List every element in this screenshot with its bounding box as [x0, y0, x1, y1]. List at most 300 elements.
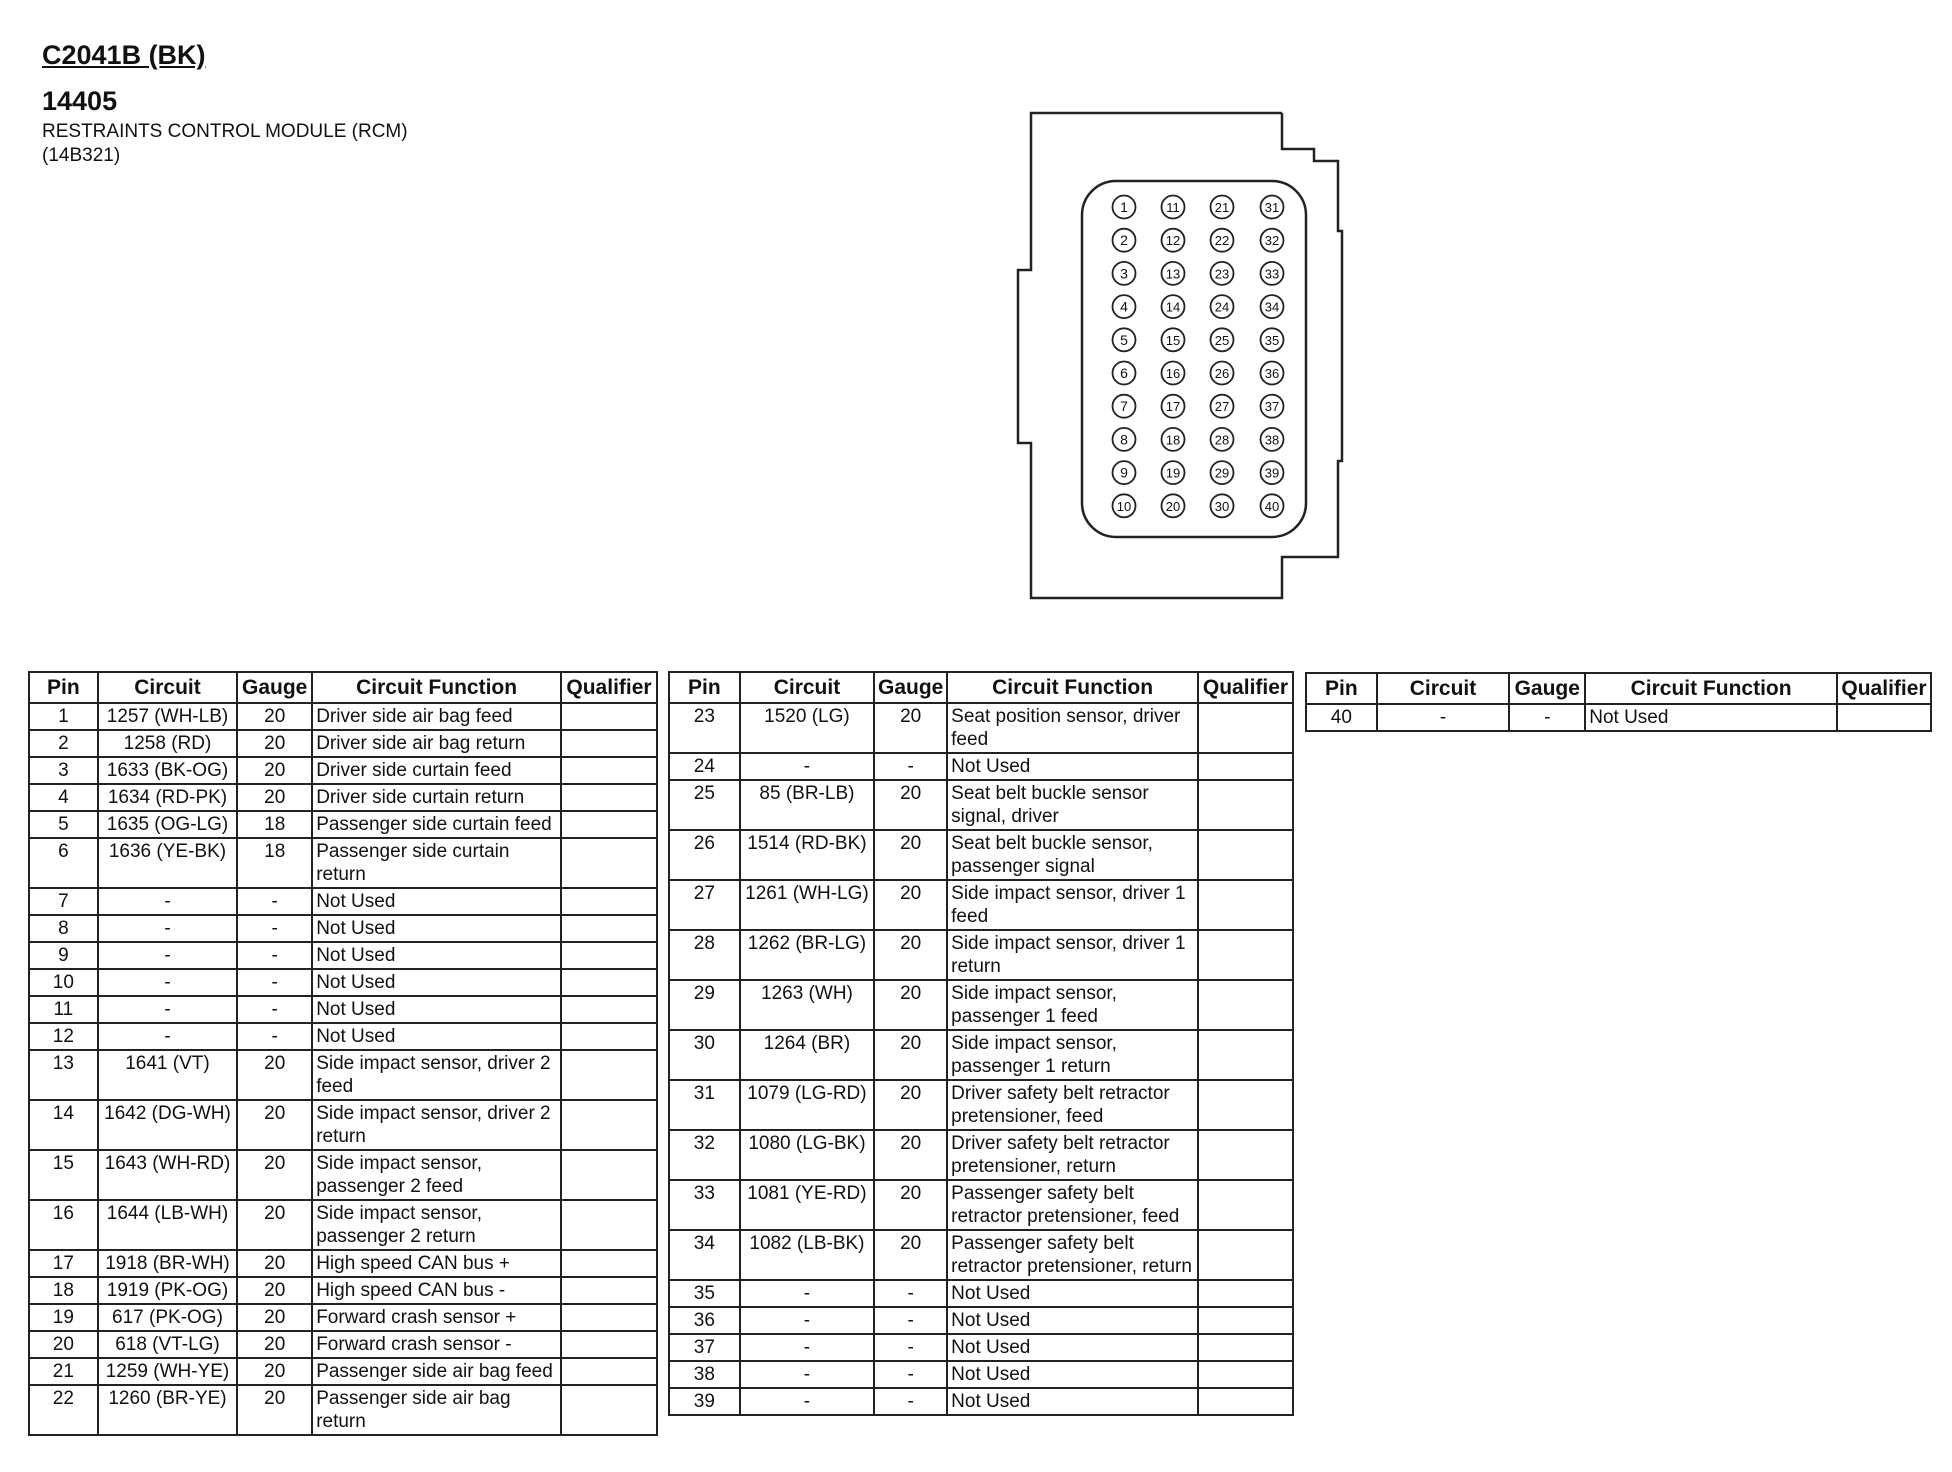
circuit-cell: -	[740, 753, 874, 780]
pin-cell: 15	[29, 1150, 98, 1200]
circuit-cell: -	[740, 1307, 874, 1334]
qualifier-cell	[561, 1050, 657, 1100]
gauge-cell: 20	[237, 1050, 312, 1100]
gauge-cell: -	[237, 915, 312, 942]
pin-cell: 29	[669, 980, 740, 1030]
pin-number: 17	[1165, 399, 1181, 415]
circuit-function-cell: Passenger side curtain feed	[312, 811, 561, 838]
pin-21	[1211, 196, 1234, 219]
table-row	[669, 1180, 1293, 1230]
pin-cell: 36	[669, 1307, 740, 1334]
pin-number: 26	[1214, 366, 1230, 381]
pin-cell: 18	[29, 1277, 98, 1304]
pin-number: 31	[1264, 200, 1280, 215]
qualifier-cell	[1198, 1180, 1293, 1230]
header-qualifier: Qualifier	[1837, 673, 1931, 704]
table-row	[1306, 704, 1931, 731]
pin-number: 14	[1165, 299, 1181, 315]
qualifier-cell	[1198, 930, 1293, 980]
circuit-cell: 1636 (YE-BK)	[98, 838, 237, 888]
gauge-cell: -	[237, 888, 312, 915]
pin-28	[1211, 428, 1234, 451]
circuit-cell: 1259 (WH-YE)	[98, 1358, 237, 1385]
circuit-cell: 1918 (BR-WH)	[98, 1250, 237, 1277]
gauge-cell: 20	[874, 930, 947, 980]
qualifier-cell	[1198, 1361, 1293, 1388]
table-row	[29, 1331, 657, 1358]
part-number: 14405	[42, 86, 118, 116]
circuit-cell: -	[98, 915, 237, 942]
pin-27	[1211, 395, 1234, 418]
circuit-cell: 1263 (WH)	[740, 980, 874, 1030]
circuit-cell: 1262 (BR-LG)	[740, 930, 874, 980]
qualifier-cell	[1198, 1130, 1293, 1180]
circuit-cell: 1633 (BK-OG)	[98, 757, 237, 784]
pin-9	[1113, 461, 1136, 484]
pin-23	[1211, 262, 1234, 285]
circuit-function-cell: Not Used	[312, 888, 561, 915]
circuit-cell: -	[98, 996, 237, 1023]
table-row	[29, 784, 657, 811]
pin-cell: 16	[29, 1200, 98, 1250]
pin-32	[1261, 229, 1284, 252]
pin-cell: 37	[669, 1334, 740, 1361]
qualifier-cell	[561, 1358, 657, 1385]
header-circuit-function: Circuit Function	[1585, 673, 1837, 704]
header-pin: Pin	[1306, 673, 1377, 704]
circuit-function-cell: Seat belt buckle sensor, passenger signal	[947, 830, 1198, 880]
table-row	[669, 753, 1293, 780]
circuit-cell: 1641 (VT)	[98, 1050, 237, 1100]
table-row	[29, 1200, 657, 1250]
qualifier-cell	[1198, 1080, 1293, 1130]
pin-cell: 28	[669, 930, 740, 980]
circuit-cell: -	[98, 888, 237, 915]
qualifier-cell	[561, 1331, 657, 1358]
pin-3	[1113, 262, 1136, 285]
circuit-function-cell: Side impact sensor, driver 1 return	[947, 930, 1198, 980]
pin-cell: 17	[29, 1250, 98, 1277]
pin-number: 1	[1120, 199, 1128, 215]
circuit-function-cell: Side impact sensor, driver 2 return	[312, 1100, 561, 1150]
circuit-function-cell: Side impact sensor, passenger 1 return	[947, 1030, 1198, 1080]
pin-8	[1113, 428, 1136, 451]
circuit-cell: 1257 (WH-LB)	[98, 703, 237, 730]
gauge-cell: 20	[874, 1180, 947, 1230]
circuit-cell: -	[98, 1023, 237, 1050]
table-row	[669, 1307, 1293, 1334]
pin-cell: 35	[669, 1280, 740, 1307]
pin-34	[1261, 295, 1284, 318]
table-row	[29, 730, 657, 757]
pin-cell: 27	[669, 880, 740, 930]
gauge-cell: 20	[237, 1331, 312, 1358]
pin-cell: 33	[669, 1180, 740, 1230]
pin-number: 3	[1120, 265, 1128, 282]
circuit-cell: 1643 (WH-RD)	[98, 1150, 237, 1200]
circuit-function-cell: Side impact sensor, driver 1 feed	[947, 880, 1198, 930]
pin-number: 4	[1120, 298, 1128, 315]
qualifier-cell	[561, 1385, 657, 1435]
header-qualifier: Qualifier	[1198, 672, 1293, 703]
gauge-cell: 20	[874, 1130, 947, 1180]
qualifier-cell	[561, 784, 657, 811]
circuit-function-cell: Driver side air bag return	[312, 730, 561, 757]
pin-table-3	[1305, 672, 1932, 732]
pin-14	[1162, 295, 1185, 318]
circuit-function-cell: Driver safety belt retractor pretensioner, return	[947, 1130, 1198, 1180]
pin-cell: 40	[1306, 704, 1377, 731]
circuit-cell: -	[740, 1361, 874, 1388]
pin-number: 34	[1264, 299, 1280, 315]
circuit-function-cell: Seat position sensor, driver feed	[947, 703, 1198, 753]
pin-cell: 7	[29, 888, 98, 915]
gauge-cell: -	[237, 996, 312, 1023]
circuit-function-cell: Driver safety belt retractor pretensioner, feed	[947, 1080, 1198, 1130]
gauge-cell: -	[237, 942, 312, 969]
connector-face-diagram	[1000, 105, 1360, 610]
table-row	[29, 838, 657, 888]
pin-10	[1113, 494, 1136, 517]
pin-cell: 4	[29, 784, 98, 811]
pin-35	[1261, 328, 1284, 351]
circuit-function-cell: Forward crash sensor -	[312, 1331, 561, 1358]
gauge-cell: 20	[874, 1080, 947, 1130]
qualifier-cell	[1198, 1307, 1293, 1334]
pin-17	[1162, 395, 1185, 418]
table-row	[29, 757, 657, 784]
qualifier-cell	[561, 811, 657, 838]
circuit-function-cell: High speed CAN bus -	[312, 1277, 561, 1304]
circuit-cell: 1264 (BR)	[740, 1030, 874, 1080]
table-row	[29, 1023, 657, 1050]
pin-cell: 9	[29, 942, 98, 969]
table-row	[29, 703, 657, 730]
gauge-cell: 20	[237, 703, 312, 730]
pin-26	[1211, 362, 1234, 385]
circuit-cell: 1082 (LB-BK)	[740, 1230, 874, 1280]
pin-7	[1113, 395, 1136, 418]
header-gauge: Gauge	[1509, 673, 1585, 704]
gauge-cell: 20	[237, 1100, 312, 1150]
circuit-function-cell: Not Used	[312, 996, 561, 1023]
circuit-function-cell: Side impact sensor, passenger 2 feed	[312, 1150, 561, 1200]
pin-cell: 38	[669, 1361, 740, 1388]
qualifier-cell	[561, 1277, 657, 1304]
pin-4	[1113, 295, 1136, 318]
table-row	[669, 1230, 1293, 1280]
pin-cell: 11	[29, 996, 98, 1023]
pin-number: 28	[1214, 432, 1230, 448]
connector-housing-outline	[1018, 113, 1342, 598]
pin-number: 30	[1214, 498, 1230, 514]
circuit-cell: 85 (BR-LB)	[740, 780, 874, 830]
circuit-function-cell: Not Used	[312, 969, 561, 996]
circuit-function-cell: Not Used	[947, 1307, 1198, 1334]
pin-number: 6	[1120, 365, 1128, 381]
pin-16	[1162, 362, 1185, 385]
qualifier-cell	[561, 1200, 657, 1250]
pin-cell: 39	[669, 1388, 740, 1415]
pin-number: 19	[1165, 465, 1181, 481]
pin-number: 12	[1165, 233, 1181, 249]
module-description	[42, 120, 408, 168]
pin-cell: 34	[669, 1230, 740, 1280]
header-circuit-function: Circuit Function	[947, 672, 1198, 703]
circuit-function-cell: Passenger side air bag feed	[312, 1358, 561, 1385]
pin-number: 11	[1166, 200, 1180, 215]
qualifier-cell	[561, 1150, 657, 1200]
gauge-cell: 20	[237, 1304, 312, 1331]
qualifier-cell	[561, 730, 657, 757]
table-row	[669, 1334, 1293, 1361]
gauge-cell: -	[874, 1361, 947, 1388]
circuit-function-cell: Passenger side curtain return	[312, 838, 561, 888]
pin-number: 36	[1264, 366, 1280, 381]
pin-37	[1261, 395, 1284, 418]
qualifier-cell	[1198, 1388, 1293, 1415]
pin-39	[1261, 461, 1284, 484]
table-row	[29, 969, 657, 996]
circuit-cell: 618 (VT-LG)	[98, 1331, 237, 1358]
qualifier-cell	[561, 888, 657, 915]
pin-number: 37	[1264, 399, 1280, 415]
circuit-function-cell: High speed CAN bus +	[312, 1250, 561, 1277]
pin-number: 35	[1264, 332, 1280, 348]
gauge-cell: -	[874, 1334, 947, 1361]
pin-15	[1162, 328, 1185, 351]
circuit-function-cell: Passenger safety belt retractor pretensioner, feed	[947, 1180, 1198, 1230]
header-gauge: Gauge	[237, 672, 312, 703]
circuit-function-cell: Not Used	[312, 942, 561, 969]
circuit-function-cell: Not Used	[947, 1388, 1198, 1415]
pin-cell: 14	[29, 1100, 98, 1150]
pin-number: 15	[1165, 332, 1181, 348]
gauge-cell: -	[874, 1280, 947, 1307]
pin-number: 24	[1214, 299, 1230, 315]
gauge-cell: -	[237, 1023, 312, 1050]
circuit-cell: 1919 (PK-OG)	[98, 1277, 237, 1304]
pin-number: 23	[1214, 266, 1230, 282]
pin-13	[1162, 262, 1185, 285]
pin-cell: 6	[29, 838, 98, 888]
circuit-cell: -	[740, 1388, 874, 1415]
pin-table-2	[668, 671, 1294, 1416]
table-row	[29, 1358, 657, 1385]
table-row	[29, 1250, 657, 1277]
circuit-function-cell: Not Used	[947, 753, 1198, 780]
circuit-cell: 1644 (LB-WH)	[98, 1200, 237, 1250]
pin-number: 25	[1214, 332, 1230, 348]
qualifier-cell	[561, 1023, 657, 1050]
table-row	[669, 1130, 1293, 1180]
pin-cell: 13	[29, 1050, 98, 1100]
circuit-function-cell: Not Used	[947, 1334, 1198, 1361]
circuit-cell: 1514 (RD-BK)	[740, 830, 874, 880]
pin-cell: 1	[29, 703, 98, 730]
pin-cell: 8	[29, 915, 98, 942]
qualifier-cell	[561, 838, 657, 888]
gauge-cell: 20	[874, 880, 947, 930]
circuit-function-cell: Not Used	[947, 1361, 1198, 1388]
pin-number: 21	[1214, 200, 1230, 215]
qualifier-cell	[1198, 980, 1293, 1030]
pin-number: 39	[1264, 465, 1280, 481]
qualifier-cell	[1198, 880, 1293, 930]
pin-number: 32	[1264, 233, 1280, 249]
circuit-cell: 1634 (RD-PK)	[98, 784, 237, 811]
gauge-cell: 20	[237, 1385, 312, 1435]
pin-24	[1211, 295, 1234, 318]
pin-cell: 2	[29, 730, 98, 757]
pin-cell: 22	[29, 1385, 98, 1435]
pin-29	[1211, 461, 1234, 484]
table-row	[29, 915, 657, 942]
pin-31	[1261, 196, 1284, 219]
circuit-function-cell: Passenger side air bag return	[312, 1385, 561, 1435]
header-circuit: Circuit	[740, 672, 874, 703]
pin-number: 13	[1165, 266, 1181, 282]
pin-cell: 21	[29, 1358, 98, 1385]
gauge-cell: -	[874, 1307, 947, 1334]
circuit-function-cell: Side impact sensor, passenger 1 feed	[947, 980, 1198, 1030]
pin-cell: 25	[669, 780, 740, 830]
pin-cell: 3	[29, 757, 98, 784]
table-row	[29, 888, 657, 915]
circuit-function-cell: Side impact sensor, driver 2 feed	[312, 1050, 561, 1100]
qualifier-cell	[1198, 1030, 1293, 1080]
qualifier-cell	[561, 757, 657, 784]
gauge-cell: 20	[874, 1230, 947, 1280]
pin-number: 2	[1120, 232, 1128, 249]
connector-id: C2041B (BK)	[42, 40, 206, 70]
pin-number: 5	[1120, 331, 1128, 348]
circuit-function-cell: Driver side curtain return	[312, 784, 561, 811]
pin-number: 22	[1214, 233, 1230, 249]
circuit-cell: 1258 (RD)	[98, 730, 237, 757]
pin-38	[1261, 428, 1284, 451]
table-row	[669, 1361, 1293, 1388]
table-row	[29, 1304, 657, 1331]
header-pin: Pin	[29, 672, 98, 703]
circuit-cell: 1635 (OG-LG)	[98, 811, 237, 838]
pin-cell: 24	[669, 753, 740, 780]
pin-number: 40	[1264, 498, 1280, 514]
pin-1	[1113, 196, 1136, 219]
pin-36	[1261, 362, 1284, 385]
header-pin: Pin	[669, 672, 740, 703]
pin-cell: 23	[669, 703, 740, 753]
pin-number: 38	[1264, 432, 1280, 448]
pin-number: 7	[1120, 398, 1128, 415]
circuit-cell: 1080 (LG-BK)	[740, 1130, 874, 1180]
table-row	[29, 942, 657, 969]
pin-number: 33	[1264, 266, 1280, 282]
gauge-cell: 20	[237, 1250, 312, 1277]
gauge-cell: 20	[237, 784, 312, 811]
pin-2	[1113, 229, 1136, 252]
circuit-function-cell: Side impact sensor, passenger 2 return	[312, 1200, 561, 1250]
table-row	[669, 703, 1293, 753]
circuit-cell: 1260 (BR-YE)	[98, 1385, 237, 1435]
gauge-cell: 20	[874, 830, 947, 880]
table-row	[669, 1280, 1293, 1307]
gauge-cell: -	[874, 1388, 947, 1415]
circuit-function-cell: Passenger safety belt retractor pretensioner, return	[947, 1230, 1198, 1280]
table-row	[669, 830, 1293, 880]
qualifier-cell	[1198, 703, 1293, 753]
circuit-cell: 1520 (LG)	[740, 703, 874, 753]
table-row	[29, 1150, 657, 1200]
pin-25	[1211, 328, 1234, 351]
qualifier-cell	[1837, 704, 1931, 731]
pin-5	[1113, 328, 1136, 351]
gauge-cell: 20	[237, 730, 312, 757]
qualifier-cell	[561, 703, 657, 730]
circuit-cell: -	[98, 942, 237, 969]
gauge-cell: 20	[237, 1277, 312, 1304]
circuit-function-cell: Forward crash sensor +	[312, 1304, 561, 1331]
circuit-cell: 617 (PK-OG)	[98, 1304, 237, 1331]
circuit-function-cell: Not Used	[1585, 704, 1837, 731]
base-part-number: (14B321)	[42, 145, 121, 166]
pin-11	[1162, 196, 1185, 219]
gauge-cell: 20	[874, 780, 947, 830]
pin-19	[1162, 461, 1185, 484]
gauge-cell: -	[237, 969, 312, 996]
pin-33	[1261, 262, 1284, 285]
circuit-cell: -	[740, 1280, 874, 1307]
qualifier-cell	[561, 969, 657, 996]
circuit-cell: 1642 (DG-WH)	[98, 1100, 237, 1150]
gauge-cell: 20	[237, 1200, 312, 1250]
pin-cell: 12	[29, 1023, 98, 1050]
qualifier-cell	[561, 1304, 657, 1331]
gauge-cell: 18	[237, 838, 312, 888]
qualifier-cell	[1198, 780, 1293, 830]
pin-number: 8	[1120, 431, 1128, 448]
pin-number: 20	[1165, 498, 1181, 514]
table-row	[29, 1277, 657, 1304]
qualifier-cell	[1198, 1334, 1293, 1361]
gauge-cell: 18	[237, 811, 312, 838]
table-row	[669, 880, 1293, 930]
gauge-cell: 20	[874, 980, 947, 1030]
gauge-cell: 20	[874, 1030, 947, 1080]
circuit-function-cell: Not Used	[947, 1280, 1198, 1307]
table-row	[669, 930, 1293, 980]
circuit-function-cell: Not Used	[312, 1023, 561, 1050]
qualifier-cell	[561, 1250, 657, 1277]
gauge-cell: 20	[237, 1358, 312, 1385]
pin-30	[1211, 494, 1234, 517]
header-gauge: Gauge	[874, 672, 947, 703]
table-row	[669, 1388, 1293, 1415]
circuit-cell: -	[1377, 704, 1510, 731]
header-qualifier: Qualifier	[561, 672, 657, 703]
table-row	[669, 780, 1293, 830]
pin-number: 10	[1116, 498, 1132, 514]
pin-22	[1211, 229, 1234, 252]
header-circuit: Circuit	[1377, 673, 1510, 704]
table-row	[669, 1030, 1293, 1080]
header-circuit: Circuit	[98, 672, 237, 703]
module-name: RESTRAINTS CONTROL MODULE (RCM)	[42, 121, 408, 142]
pin-6	[1113, 362, 1136, 385]
pin-table-1	[28, 671, 658, 1436]
qualifier-cell	[1198, 1230, 1293, 1280]
pin-number: 27	[1214, 399, 1230, 415]
